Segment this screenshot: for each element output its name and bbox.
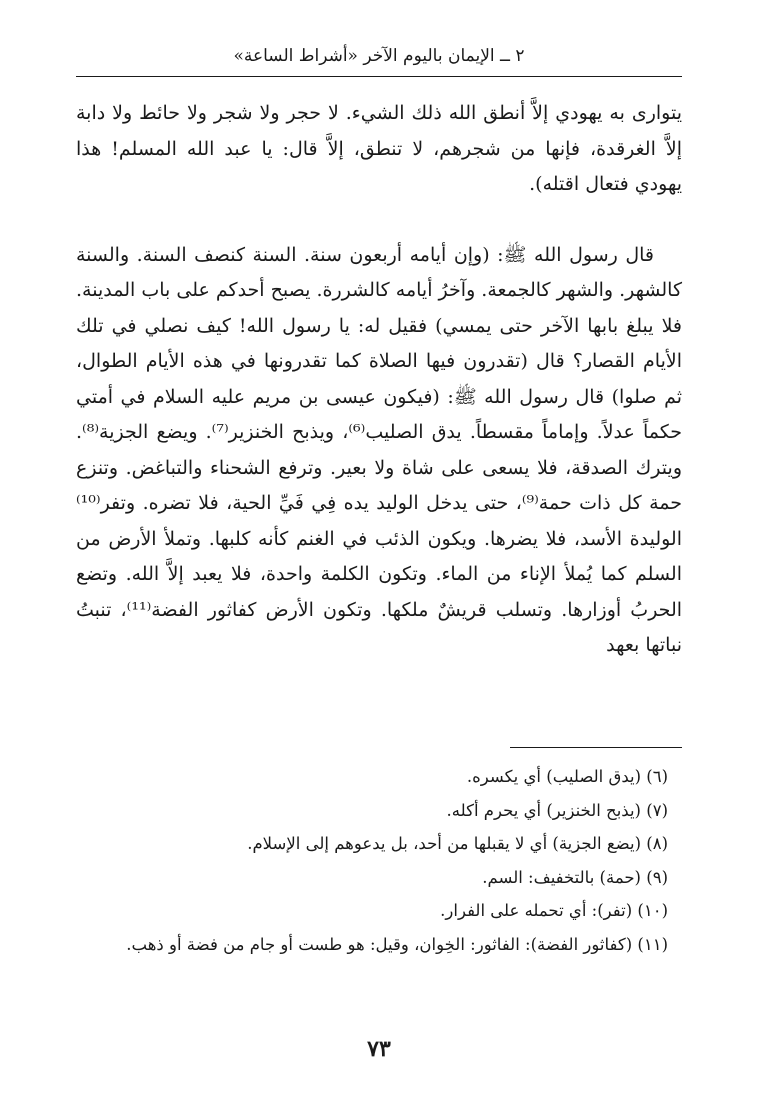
paragraph-hadith: قال رسول الله ﷺ: (وإن أيامه أربعون سنة. السنة كنصف السنة. والسنة كالشهر. والشهر كالجمعة. وآخرُ أيامه كالشررة. يصبح أحدكم على باب المدينة. فلا يبلغ بابها الآخر حتى يمسي) فقيل له: يا رسول الله! كيف نصلي في تلك الأيام القصار؟ قال (تقدرون فيها الصلاة كما تقدرونها في هذه الأيام الطوال، ثم صلوا) قال رسول الله ﷺ: (فيكون عيسى بن مريم عليه السلام في أمتي حكماً عدلاً. وإماماً مقسطاً. يدق الصليب⁽⁶⁾، ويذبح الخنزير⁽⁷⁾. ويضع الجزية⁽⁸⁾. ويترك الصدقة، فلا يسعى على شاة ولا بعير. وترفع الشحناء والتباغض. وتنزع حمة كل ذات حمة⁽⁹⁾، حتى يدخل الوليد يده فِي فَيِّ الحية، فلا تضره. وتفر⁽¹⁰⁾ الوليدة الأسد، فلا يضرها. ويكون الذئب في الغنم كأنه كلبها. وتملأ الأرض من السلم كما يُملأ الإناء من الماء. وتكون الكلمة واحدة، فلا يعبد إلاَّ الله. وتضع الحربُ أوزارها. وتسلب قريشٌ ملكها. وتكون الأرض كفاثور الفضة⁽¹¹⁾، تنبتُ نباتها بعهد <box>76 243 683 656</box>
footnote-7: (٧) (يذبح الخنزير) أي يحرم أكله. <box>446 800 668 820</box>
page-number: ٧٣ <box>367 1036 391 1062</box>
footnote-11: (١١) (كفاثور الفضة): الفاثور: الخِوان، وقيل: هو طست أو جام من فضة أو ذهب. <box>126 934 668 954</box>
footnote-9: (٩) (حمة) بالتخفيف: السم. <box>482 867 668 887</box>
footnote-10: (١٠) (تفر): أي تحمله على الفرار. <box>440 901 668 920</box>
footnote-8: (٨) (يضع الجزية) أي لا يقبلها من أحد، بل يدعوهم إلى الإسلام. <box>247 834 668 853</box>
footnote-6: (٦) (يدق الصليب) أي يكسره. <box>466 767 668 786</box>
running-header-title: ٢ ــ الإيمان باليوم الآخر «أشراط الساعة» <box>233 46 525 66</box>
main-text <box>76 96 682 664</box>
header-rule <box>76 76 682 77</box>
footnotes <box>64 760 682 961</box>
footnote-rule <box>510 747 682 748</box>
paragraph-continuation: يتوارى به يهودي إلاَّ أنطق الله ذلك الشيء. لا حجر ولا شجر ولا حائط ولا دابة إلاَّ الغرقدة، فإنها من شجرهم، لا تنطق، إلاَّ قال: يا عبد الله المسلم! هذا يهودي فتعال اقتله). <box>76 102 682 195</box>
